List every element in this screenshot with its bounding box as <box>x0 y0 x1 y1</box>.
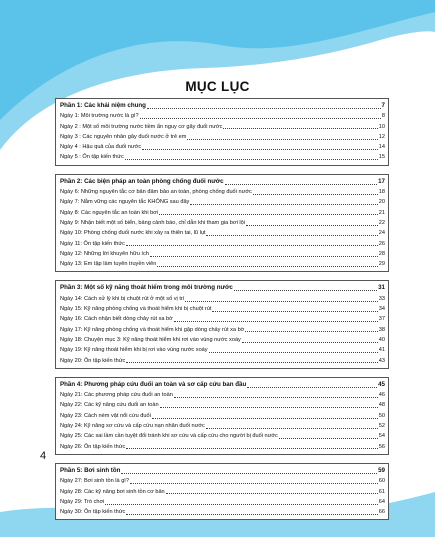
toc-entry[interactable] <box>60 487 385 497</box>
dot-leader <box>206 235 377 236</box>
toc-entry[interactable] <box>60 142 385 152</box>
entry-title: Ngày 12: Những lời khuyên hữu ích <box>60 250 149 257</box>
entry-title: Ngày 17: Kỹ năng phòng chống và thoát hiểm khi gặp dòng chảy rút xa bờ <box>60 326 245 333</box>
entry-title: Ngày 21: Các phương pháp cứu đuối an toàn <box>60 392 173 399</box>
entry-title: Ngày 18: Chuyện mục 3: Kỹ năng thoát hiểm khi rơi vào vùng nước xoáy <box>60 336 241 343</box>
entry-title: Ngày 28: Các kỹ năng bơi sinh tồn cơ bản <box>60 488 165 495</box>
toc-entry[interactable] <box>60 111 385 121</box>
dot-leader <box>126 245 378 246</box>
entry-title: Ngày 24: Kỹ năng sơ cứu và cấp cứu nạn nhân đuối nước <box>60 423 205 430</box>
toc-section-3 <box>55 280 389 368</box>
section-title: Phần 5: Bơi sinh tồn <box>60 466 121 474</box>
toc-entry[interactable] <box>60 218 385 228</box>
toc-entry[interactable] <box>60 507 385 517</box>
entry-page: 22 <box>378 219 385 226</box>
toc-entry[interactable] <box>60 442 385 452</box>
dot-leader <box>152 418 378 419</box>
entry-title: Ngày 5 : Ôn tập kiến thức <box>60 154 124 161</box>
entry-page: 15 <box>378 154 385 161</box>
entry-page: 40 <box>378 336 385 343</box>
entry-title: Ngày 25: Các sai lầm cần tuyệt đối tránh khi sơ cứu và cấp cứu cho người bị đuối nước <box>60 433 278 440</box>
dot-leader <box>157 266 377 267</box>
toc-entry[interactable] <box>60 314 385 324</box>
dot-leader <box>187 139 377 140</box>
entry-page: 54 <box>378 433 385 440</box>
section-title: Phần 2: Các biện pháp an toàn phòng chống đuối nước <box>60 177 224 185</box>
section-page: 17 <box>378 177 385 185</box>
dot-leader <box>185 301 377 302</box>
dot-leader <box>126 362 377 363</box>
toc-entry[interactable] <box>60 431 385 441</box>
dot-leader <box>142 149 378 150</box>
entry-title: Ngày 10: Phòng chống đuối nước khi xảy ra thiên tai, lũ lụt <box>60 230 206 237</box>
dot-leader <box>246 225 378 226</box>
entry-page: 50 <box>378 412 385 419</box>
toc-entry[interactable] <box>60 390 385 400</box>
dot-leader <box>242 342 378 343</box>
dot-leader <box>212 311 377 312</box>
toc-entry[interactable] <box>60 152 385 162</box>
entry-page: 66 <box>378 509 385 516</box>
dot-leader <box>121 473 377 474</box>
entry-page: 14 <box>378 144 385 151</box>
section-heading[interactable] <box>60 466 385 476</box>
entry-page: 52 <box>378 423 385 430</box>
section-page: 7 <box>381 102 385 109</box>
entry-page: 56 <box>378 443 385 450</box>
entry-title: Ngày 22: Các kỹ năng cứu đuối an toàn <box>60 402 159 409</box>
entry-title: Ngày 8: Các nguyên tắc an toàn khi bơi <box>60 209 159 216</box>
toc-entry[interactable] <box>60 400 385 410</box>
toc-section-4 <box>55 377 389 455</box>
dot-leader <box>206 428 378 429</box>
dot-leader <box>234 290 377 291</box>
entry-title: Ngày 1: Môi trường nước là gì? <box>60 113 139 120</box>
dot-leader <box>174 397 378 398</box>
section-heading[interactable] <box>60 101 385 111</box>
entry-page: 28 <box>378 250 385 257</box>
entry-page: 38 <box>378 326 385 333</box>
toc-entry[interactable] <box>60 208 385 218</box>
entry-title: Ngày 3 : Các nguyên nhân gây đuối nước ở trẻ em <box>60 133 187 140</box>
toc-entry[interactable] <box>60 197 385 207</box>
entry-page: 46 <box>378 392 385 399</box>
toc-entry[interactable] <box>60 325 385 335</box>
dot-leader <box>147 108 381 109</box>
toc-entry[interactable] <box>60 122 385 132</box>
dot-leader <box>150 256 378 257</box>
toc-section-2 <box>55 174 389 273</box>
toc-entry[interactable] <box>60 228 385 238</box>
dot-leader <box>105 504 377 505</box>
entry-title: Ngày 29: Trò chơi <box>60 498 105 505</box>
entry-title: Ngày 15: Kỹ năng phòng chống và thoát hiểm khi bị chuột rút <box>60 306 212 313</box>
section-title: Phần 3: Một số kỹ năng thoát hiểm trong môi trường nước <box>60 284 233 292</box>
dot-leader <box>126 448 377 449</box>
dot-leader <box>253 194 378 195</box>
entry-title: Ngày 6: Những nguyên tắc cơ bản đảm bảo an toàn, phòng chống đuối nước <box>60 189 252 196</box>
section-title: Phần 1: Các khái niệm chung <box>60 102 146 109</box>
section-heading[interactable] <box>60 177 385 187</box>
dot-leader <box>247 387 377 388</box>
page-title: MỤC LỤC <box>185 79 250 94</box>
toc-entry[interactable] <box>60 476 385 486</box>
entry-page: 21 <box>378 209 385 216</box>
toc-section-5 <box>55 463 389 520</box>
section-heading[interactable] <box>60 283 385 293</box>
entry-title: Ngày 27: Bơi sinh tồn là gì? <box>60 478 129 485</box>
toc-entry[interactable] <box>60 304 385 314</box>
dot-leader <box>225 184 378 185</box>
dot-leader <box>160 407 378 408</box>
dot-leader <box>209 352 378 353</box>
entry-title: Ngày 26: Ôn tập kiến thức <box>60 443 126 450</box>
entry-title: Ngày 20: Ôn tập kiến thức <box>60 357 126 364</box>
entry-page: 64 <box>378 498 385 505</box>
toc-entry[interactable] <box>60 294 385 304</box>
entry-title: Ngày 30: Ôn tập kiến thức <box>60 509 126 516</box>
dot-leader <box>126 514 377 515</box>
toc-entry[interactable] <box>60 187 385 197</box>
toc-section-1 <box>55 98 389 166</box>
section-heading[interactable] <box>60 380 385 390</box>
toc-entry[interactable] <box>60 239 385 249</box>
entry-title: Ngày 16: Cách nhận biết dòng chảy rút xa bờ <box>60 316 173 323</box>
entry-page: 18 <box>378 189 385 196</box>
entry-page: 61 <box>378 488 385 495</box>
dot-leader <box>140 118 381 119</box>
entry-page: 48 <box>378 402 385 409</box>
entry-title: Ngày 23: Cách ném vật nổi cứu đuối <box>60 412 151 419</box>
entry-title: Ngày 11: Ôn tập kiến thức <box>60 240 125 247</box>
toc-entry[interactable] <box>60 259 385 269</box>
dot-leader <box>125 159 378 160</box>
entry-title: Ngày 4 : Hậu quả của đuối nước <box>60 144 142 151</box>
toc-entry[interactable] <box>60 421 385 431</box>
dot-leader <box>279 438 378 439</box>
entry-page: 41 <box>378 347 385 354</box>
entry-title: Ngày 7: Nằm vững các nguyên tắc KHÔNG sau đây <box>60 199 190 206</box>
toc-entry[interactable] <box>60 356 385 366</box>
dot-leader <box>190 204 377 205</box>
entry-page: 37 <box>378 316 385 323</box>
section-page: 45 <box>378 380 385 388</box>
entry-title: Ngày 13: Em tập làm tuyên truyền viên <box>60 261 157 268</box>
toc-entry[interactable] <box>60 345 385 355</box>
entry-page: 10 <box>378 123 385 130</box>
dot-leader <box>159 214 378 215</box>
toc-entry[interactable] <box>60 335 385 345</box>
entry-page: 26 <box>378 240 385 247</box>
entry-page: 24 <box>378 230 385 237</box>
entry-page: 43 <box>378 357 385 364</box>
dot-leader <box>245 331 377 332</box>
toc-entry[interactable] <box>60 249 385 259</box>
section-page: 31 <box>378 284 385 292</box>
entry-page: 20 <box>378 199 385 206</box>
toc-entry[interactable] <box>60 497 385 507</box>
table-of-contents <box>55 98 389 528</box>
entry-page: 33 <box>378 295 385 302</box>
entry-title: Ngày 14: Cách xử lý khi bị chuột rút ở một số vị trí <box>60 295 185 302</box>
entry-page: 12 <box>378 133 385 140</box>
entry-title: Ngày 19: Kỹ năng thoát hiểm khi bị rơi vào vùng nước xoáy <box>60 347 208 354</box>
entry-title: Ngày 9: Nhận biết một số biển, bảng cảnh báo, chỉ dẫn khi tham gia bơi lội <box>60 219 245 226</box>
entry-page: 29 <box>378 261 385 268</box>
page-number: 4 <box>40 450 47 462</box>
dot-leader <box>174 321 378 322</box>
dot-leader <box>223 128 377 129</box>
toc-entry[interactable] <box>60 132 385 142</box>
dot-leader <box>130 483 378 484</box>
dot-leader <box>166 493 378 494</box>
toc-entry[interactable] <box>60 411 385 421</box>
entry-page: 34 <box>378 306 385 313</box>
section-page: 59 <box>378 466 385 474</box>
entry-page: 60 <box>378 478 385 485</box>
section-title: Phần 4: Phương pháp cứu đuối an toàn và sơ cấp cứu ban đầu <box>60 380 247 388</box>
entry-page: 8 <box>381 113 385 120</box>
entry-title: Ngày 2 : Một số môi trường nước tiềm ẩn nguy cơ gây đuối nước <box>60 123 223 130</box>
